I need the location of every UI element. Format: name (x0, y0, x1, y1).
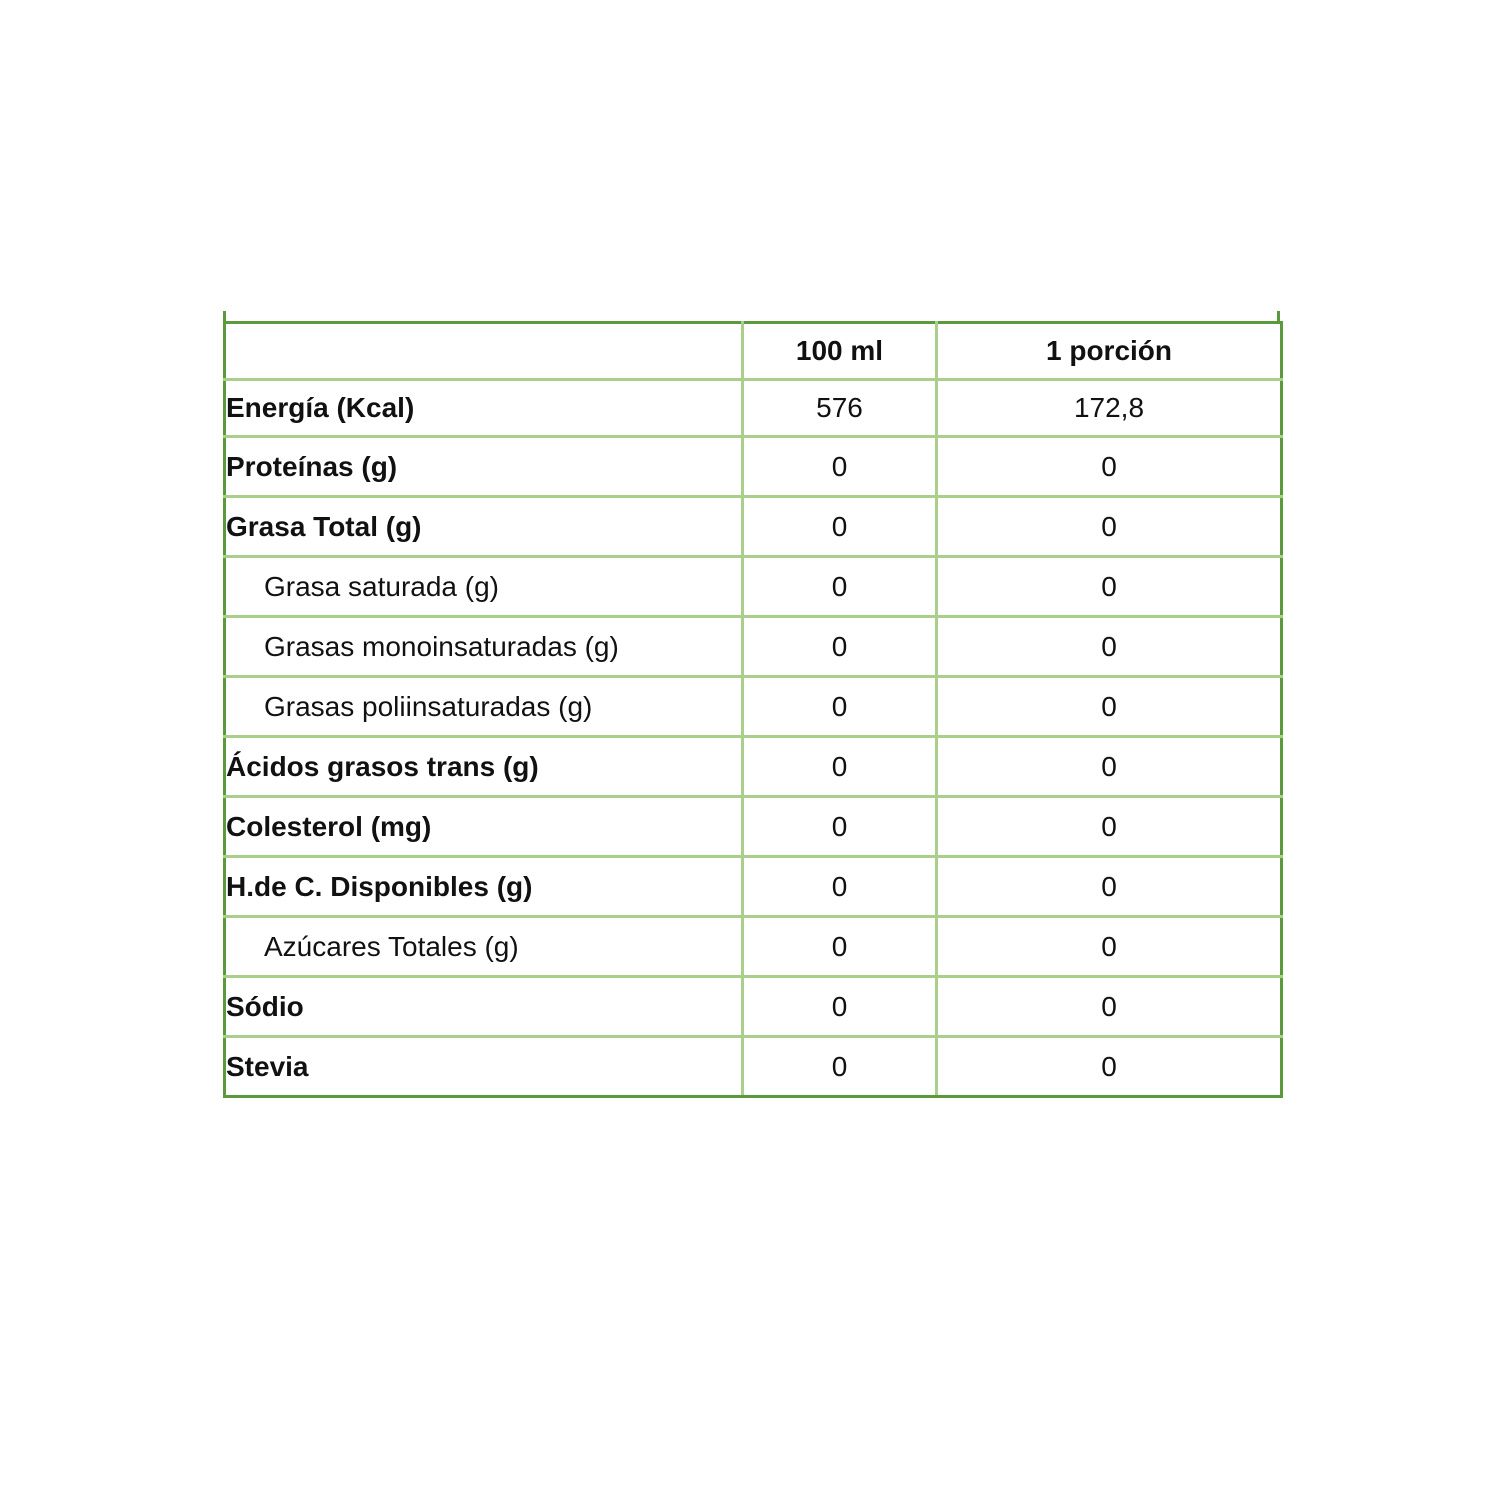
table-row (225, 557, 1282, 617)
table-row (225, 977, 1282, 1037)
table-row (225, 917, 1282, 977)
table-row (225, 737, 1282, 797)
nutrient-label: H.de C. Disponibles (g) (225, 857, 743, 917)
nutrient-label: Colesterol (mg) (225, 797, 743, 857)
nutrient-label: Sódio (225, 977, 743, 1037)
value-per-100ml: 576 (743, 380, 937, 437)
value-per-100ml: 0 (743, 437, 937, 497)
nutrient-label: Grasa saturada (g) (225, 557, 743, 617)
table-row (225, 497, 1282, 557)
value-per-portion: 0 (937, 797, 1282, 857)
value-per-portion: 0 (937, 1037, 1282, 1097)
value-per-portion: 172,8 (937, 380, 1282, 437)
table-row (225, 857, 1282, 917)
nutrient-label: Stevia (225, 1037, 743, 1097)
header-row (225, 323, 1282, 380)
nutrient-label: Energía (Kcal) (225, 380, 743, 437)
table-row (225, 617, 1282, 677)
table-row (225, 797, 1282, 857)
value-per-portion: 0 (937, 917, 1282, 977)
table-body (225, 380, 1282, 1097)
header-per-100ml: 100 ml (743, 323, 937, 380)
value-per-100ml: 0 (743, 1037, 937, 1097)
value-per-100ml: 0 (743, 557, 937, 617)
value-per-100ml: 0 (743, 737, 937, 797)
value-per-portion: 0 (937, 977, 1282, 1037)
value-per-100ml: 0 (743, 977, 937, 1037)
value-per-portion: 0 (937, 557, 1282, 617)
value-per-portion: 0 (937, 437, 1282, 497)
nutrient-label: Grasas poliinsaturadas (g) (225, 677, 743, 737)
value-per-portion: 0 (937, 497, 1282, 557)
nutrition-table (223, 321, 1283, 1098)
value-per-100ml: 0 (743, 857, 937, 917)
table-top-edge (223, 311, 1280, 321)
value-per-100ml: 0 (743, 677, 937, 737)
value-per-100ml: 0 (743, 917, 937, 977)
value-per-portion: 0 (937, 857, 1282, 917)
nutrient-label: Proteínas (g) (225, 437, 743, 497)
value-per-portion: 0 (937, 617, 1282, 677)
nutrient-label: Grasas monoinsaturadas (g) (225, 617, 743, 677)
value-per-portion: 0 (937, 677, 1282, 737)
nutrient-label: Grasa Total (g) (225, 497, 743, 557)
nutrient-label: Ácidos grasos trans (g) (225, 737, 743, 797)
nutrition-table-container (223, 311, 1280, 1098)
table-row (225, 380, 1282, 437)
value-per-100ml: 0 (743, 497, 937, 557)
header-per-portion: 1 porción (937, 323, 1282, 380)
value-per-portion: 0 (937, 737, 1282, 797)
nutrient-label: Azúcares Totales (g) (225, 917, 743, 977)
value-per-100ml: 0 (743, 617, 937, 677)
table-row (225, 677, 1282, 737)
value-per-100ml: 0 (743, 797, 937, 857)
table-row (225, 437, 1282, 497)
header-nutrient (225, 323, 743, 380)
table-row (225, 1037, 1282, 1097)
